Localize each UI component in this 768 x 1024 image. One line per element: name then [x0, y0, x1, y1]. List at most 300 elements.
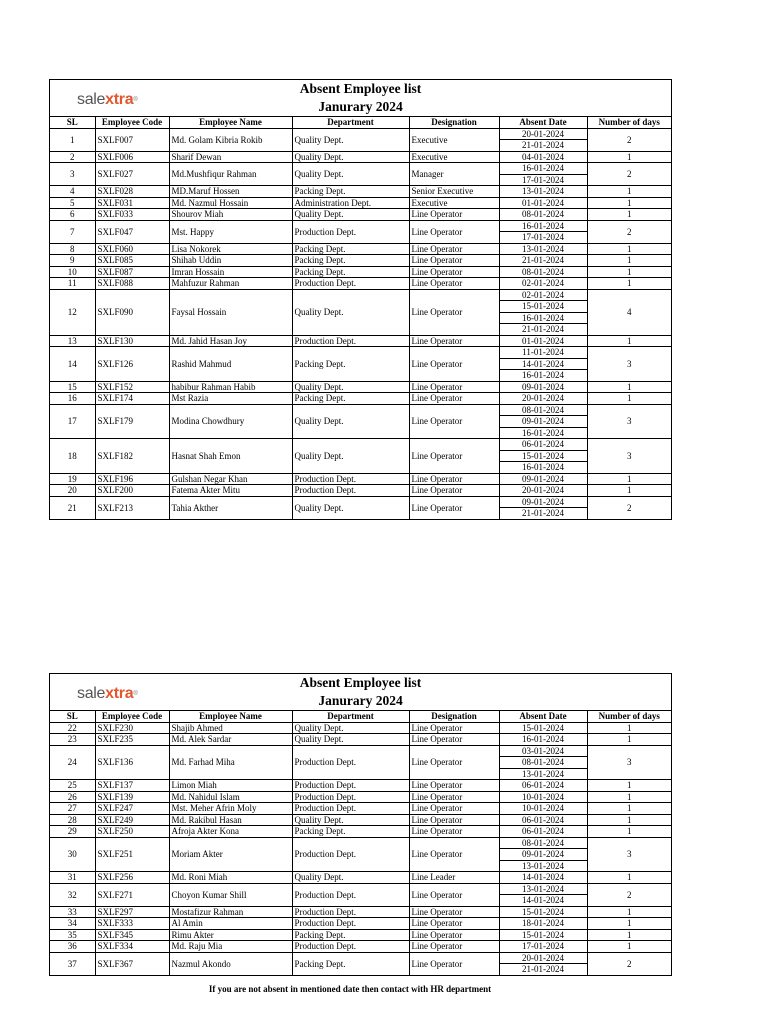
employee-code-cell: SXLF137	[95, 780, 169, 792]
department-cell: Quality Dept.	[292, 209, 409, 221]
absent-date: 08-01-2024	[522, 266, 564, 277]
number-of-days-cell: 2	[587, 496, 671, 519]
absent-date-cell	[499, 404, 587, 439]
absent-date: 17-01-2024	[499, 174, 587, 186]
designation-cell: Executive	[409, 197, 499, 209]
designation-cell: Line Operator	[409, 722, 499, 734]
department-cell: Quality Dept.	[292, 381, 409, 393]
employee-name-cell: MD.Maruf Hossen	[169, 186, 292, 198]
number-of-days-cell: 1	[587, 906, 671, 918]
absent-date: 20-01-2024	[522, 128, 564, 139]
table-row	[50, 220, 671, 243]
employee-code-cell: SXLF047	[95, 220, 169, 243]
table-row	[50, 404, 671, 439]
employee-code-cell: SXLF200	[95, 485, 169, 497]
column-header: Employee Name	[169, 117, 292, 128]
header-row	[50, 117, 671, 128]
serial-cell: 7	[50, 220, 95, 243]
table-row	[50, 473, 671, 485]
number-of-days-cell: 1	[587, 151, 671, 163]
absent-date: 11-01-2024	[522, 347, 564, 357]
absent-date: 13-01-2024	[522, 186, 564, 196]
table-row	[50, 734, 671, 746]
absent-date: 20-01-2024	[522, 952, 564, 963]
absent-date: 21-01-2024	[499, 507, 587, 519]
serial-cell: 8	[50, 243, 95, 255]
number-of-days-cell: 3	[587, 837, 671, 872]
absent-date-cell	[499, 381, 587, 393]
absent-date: 09-01-2024	[499, 415, 587, 427]
employee-code-cell: SXLF367	[95, 952, 169, 975]
number-of-days-cell: 1	[587, 722, 671, 734]
column-header: Employee Code	[95, 117, 169, 128]
absent-date: 02-01-2024	[522, 289, 564, 300]
employee-name-cell: Faysal Hossain	[169, 289, 292, 335]
absent-date: 08-01-2024	[522, 404, 564, 415]
absent-date: 09-01-2024	[522, 473, 564, 484]
serial-cell: 2	[50, 151, 95, 163]
table-row	[50, 335, 671, 347]
column-header: Absent Date	[499, 711, 587, 722]
absent-list-sheet-2	[49, 673, 672, 976]
absent-date-cell	[499, 197, 587, 209]
table-row	[50, 266, 671, 278]
table-row	[50, 439, 671, 474]
table-row	[50, 128, 671, 151]
department-cell: Production Dept.	[292, 941, 409, 953]
employee-code-cell: SXLF060	[95, 243, 169, 255]
employee-name-cell: Md. Farhad Miha	[169, 745, 292, 780]
employee-name-cell: Afroja Akter Kona	[169, 826, 292, 838]
sheet-title: Absent Employee list	[299, 675, 422, 690]
employee-code-cell: SXLF345	[95, 929, 169, 941]
department-cell: Production Dept.	[292, 883, 409, 906]
department-cell: Quality Dept.	[292, 404, 409, 439]
absent-date: 21-01-2024	[499, 323, 587, 335]
absent-date: 14-01-2024	[522, 872, 564, 882]
absent-date-cell	[499, 209, 587, 221]
designation-cell: Line Operator	[409, 780, 499, 792]
designation-cell: Line Operator	[409, 404, 499, 439]
absent-date-cell	[499, 952, 587, 975]
designation-cell: Executive	[409, 128, 499, 151]
designation-cell: Line Operator	[409, 803, 499, 815]
number-of-days-cell: 2	[587, 883, 671, 906]
number-of-days-cell: 2	[587, 220, 671, 243]
table-row	[50, 952, 671, 975]
designation-cell: Line Operator	[409, 347, 499, 382]
designation-cell: Line Operator	[409, 220, 499, 243]
absent-date: 13-01-2024	[499, 768, 587, 780]
employee-code-cell: SXLF088	[95, 278, 169, 290]
table-row	[50, 496, 671, 519]
number-of-days-cell: 1	[587, 393, 671, 405]
employee-name-cell: Rimu Akter	[169, 929, 292, 941]
designation-cell: Line Operator	[409, 952, 499, 975]
table-row	[50, 278, 671, 290]
table-row	[50, 393, 671, 405]
designation-cell: Senior Executive	[409, 186, 499, 198]
department-cell: Production Dept.	[292, 791, 409, 803]
serial-cell: 1	[50, 128, 95, 151]
absent-date: 15-01-2024	[522, 929, 564, 940]
absent-date: 13-01-2024	[522, 243, 564, 254]
absent-date: 15-01-2024	[522, 722, 564, 733]
table-row	[50, 941, 671, 953]
designation-cell: Line Operator	[409, 837, 499, 872]
hr-contact-note: If you are not absent in mentioned date then contact with HR department	[208, 984, 492, 994]
absent-date: 06-01-2024	[522, 780, 564, 790]
employee-code-cell: SXLF087	[95, 266, 169, 278]
sheet-subtitle: Janurary 2024	[318, 99, 403, 114]
absent-date: 13-01-2024	[499, 860, 587, 872]
absent-table	[50, 117, 671, 519]
employee-name-cell: Shihab Uddin	[169, 255, 292, 267]
salextra-logo: salextra®	[77, 685, 138, 702]
employee-code-cell: SXLF126	[95, 347, 169, 382]
serial-cell: 33	[50, 906, 95, 918]
serial-cell: 3	[50, 163, 95, 186]
absent-date: 09-01-2024	[522, 496, 564, 507]
table-row	[50, 197, 671, 209]
number-of-days-cell: 1	[587, 485, 671, 497]
table-row	[50, 906, 671, 918]
designation-cell: Line Operator	[409, 745, 499, 780]
employee-code-cell: SXLF247	[95, 803, 169, 815]
employee-name-cell: Lisa Nokorek	[169, 243, 292, 255]
absent-date-cell	[499, 734, 587, 746]
number-of-days-cell: 1	[587, 255, 671, 267]
absent-date-cell	[499, 266, 587, 278]
employee-code-cell: SXLF028	[95, 186, 169, 198]
department-cell: Quality Dept.	[292, 289, 409, 335]
department-cell: Quality Dept.	[292, 872, 409, 884]
number-of-days-cell: 1	[587, 791, 671, 803]
absent-date-cell	[499, 745, 587, 780]
serial-cell: 9	[50, 255, 95, 267]
absent-date-cell	[499, 929, 587, 941]
table-row	[50, 209, 671, 221]
employee-name-cell: Choyon Kumar Shill	[169, 883, 292, 906]
absent-date-cell	[499, 289, 587, 335]
employee-name-cell: Md. Rakibul Hasan	[169, 814, 292, 826]
employee-name-cell: Shajib Ahmed	[169, 722, 292, 734]
designation-cell: Line Operator	[409, 393, 499, 405]
absent-date: 08-01-2024	[522, 837, 564, 848]
employee-code-cell: SXLF006	[95, 151, 169, 163]
department-cell: Production Dept.	[292, 485, 409, 497]
serial-cell: 24	[50, 745, 95, 780]
number-of-days-cell: 1	[587, 826, 671, 838]
serial-cell: 37	[50, 952, 95, 975]
employee-name-cell: Md. Golam Kibria Rokib	[169, 128, 292, 151]
employee-code-cell: SXLF090	[95, 289, 169, 335]
employee-name-cell: Mahfuzur Rahman	[169, 278, 292, 290]
designation-cell: Line Operator	[409, 209, 499, 221]
absent-date-cell	[499, 803, 587, 815]
absent-list-sheet-1	[49, 79, 672, 520]
table-row	[50, 872, 671, 884]
table-row	[50, 186, 671, 198]
table-row	[50, 826, 671, 838]
absent-date-cell	[499, 163, 587, 186]
employee-name-cell: Gulshan Negar Khan	[169, 473, 292, 485]
salextra-logo: salextra®	[77, 91, 138, 108]
absent-date-cell	[499, 496, 587, 519]
absent-date-cell	[499, 278, 587, 290]
absent-date: 01-01-2024	[522, 335, 564, 346]
employee-name-cell: Shourov Miah	[169, 209, 292, 221]
number-of-days-cell: 1	[587, 197, 671, 209]
employee-code-cell: SXLF271	[95, 883, 169, 906]
department-cell: Production Dept.	[292, 278, 409, 290]
absent-date: 16-01-2024	[499, 461, 587, 473]
number-of-days-cell: 1	[587, 872, 671, 884]
serial-cell: 22	[50, 722, 95, 734]
department-cell: Packing Dept.	[292, 952, 409, 975]
designation-cell: Line Operator	[409, 266, 499, 278]
employee-code-cell: SXLF174	[95, 393, 169, 405]
department-cell: Packing Dept.	[292, 243, 409, 255]
employee-code-cell: SXLF085	[95, 255, 169, 267]
serial-cell: 35	[50, 929, 95, 941]
number-of-days-cell: 1	[587, 734, 671, 746]
absent-date: 16-01-2024	[499, 427, 587, 439]
table-row	[50, 151, 671, 163]
absent-date: 16-01-2024	[499, 312, 587, 324]
employee-name-cell: Mst. Happy	[169, 220, 292, 243]
designation-cell: Line Leader	[409, 872, 499, 884]
absent-date-cell	[499, 722, 587, 734]
table-row	[50, 347, 671, 382]
absent-date-cell	[499, 941, 587, 953]
table-row	[50, 255, 671, 267]
serial-cell: 16	[50, 393, 95, 405]
department-cell: Quality Dept.	[292, 734, 409, 746]
employee-name-cell: Mst Razia	[169, 393, 292, 405]
absent-date-cell	[499, 335, 587, 347]
number-of-days-cell: 1	[587, 929, 671, 941]
column-header: Employee Code	[95, 711, 169, 722]
department-cell: Production Dept.	[292, 803, 409, 815]
column-header: Designation	[409, 711, 499, 722]
number-of-days-cell: 1	[587, 266, 671, 278]
designation-cell: Line Operator	[409, 883, 499, 906]
column-header: Department	[292, 711, 409, 722]
absent-date-cell	[499, 814, 587, 826]
number-of-days-cell: 3	[587, 439, 671, 474]
absent-date-cell	[499, 255, 587, 267]
employee-name-cell: Mst. Meher Afrin Moly	[169, 803, 292, 815]
absent-date-cell	[499, 243, 587, 255]
department-cell: Production Dept.	[292, 918, 409, 930]
number-of-days-cell: 1	[587, 335, 671, 347]
employee-name-cell: Sharif Dewan	[169, 151, 292, 163]
employee-name-cell: Md. Raju Mia	[169, 941, 292, 953]
serial-cell: 20	[50, 485, 95, 497]
employee-code-cell: SXLF213	[95, 496, 169, 519]
designation-cell: Line Operator	[409, 734, 499, 746]
number-of-days-cell: 1	[587, 209, 671, 221]
employee-name-cell: Rashid Mahmud	[169, 347, 292, 382]
serial-cell: 29	[50, 826, 95, 838]
number-of-days-cell: 1	[587, 780, 671, 792]
absent-date: 21-01-2024	[499, 139, 587, 151]
employee-code-cell: SXLF297	[95, 906, 169, 918]
number-of-days-cell: 1	[587, 941, 671, 953]
department-cell: Production Dept.	[292, 837, 409, 872]
department-cell: Packing Dept.	[292, 929, 409, 941]
employee-name-cell: Limon Miah	[169, 780, 292, 792]
number-of-days-cell: 4	[587, 289, 671, 335]
absent-date-cell	[499, 186, 587, 198]
employee-name-cell: Mostafizur Rahman	[169, 906, 292, 918]
absent-date: 06-01-2024	[522, 814, 564, 825]
absent-date: 16-01-2024	[499, 369, 587, 381]
absent-date-cell	[499, 485, 587, 497]
table-row	[50, 837, 671, 872]
number-of-days-cell: 1	[587, 243, 671, 255]
serial-cell: 6	[50, 209, 95, 221]
serial-cell: 27	[50, 803, 95, 815]
serial-cell: 17	[50, 404, 95, 439]
absent-date: 17-01-2024	[522, 941, 564, 951]
sheet-subtitle: Janurary 2024	[318, 693, 403, 708]
number-of-days-cell: 1	[587, 814, 671, 826]
serial-cell: 11	[50, 278, 95, 290]
absent-date-cell	[499, 837, 587, 872]
designation-cell: Line Operator	[409, 255, 499, 267]
employee-name-cell: Md. Jahid Hasan Joy	[169, 335, 292, 347]
absent-date: 08-01-2024	[522, 209, 564, 219]
department-cell: Administration Dept.	[292, 197, 409, 209]
table-row	[50, 883, 671, 906]
table-row	[50, 243, 671, 255]
employee-code-cell: SXLF334	[95, 941, 169, 953]
number-of-days-cell: 1	[587, 186, 671, 198]
designation-cell: Line Operator	[409, 791, 499, 803]
designation-cell: Manager	[409, 163, 499, 186]
department-cell: Production Dept.	[292, 335, 409, 347]
employee-name-cell: Tahia Akther	[169, 496, 292, 519]
designation-cell: Line Operator	[409, 335, 499, 347]
employee-name-cell: Moriam Akter	[169, 837, 292, 872]
table-row	[50, 918, 671, 930]
department-cell: Packing Dept.	[292, 186, 409, 198]
employee-name-cell: Nazmul Akondo	[169, 952, 292, 975]
employee-code-cell: SXLF235	[95, 734, 169, 746]
absent-date: 06-01-2024	[522, 439, 564, 449]
absent-date-cell	[499, 128, 587, 151]
department-cell: Packing Dept.	[292, 266, 409, 278]
employee-code-cell: SXLF250	[95, 826, 169, 838]
absent-date-cell	[499, 151, 587, 163]
serial-cell: 32	[50, 883, 95, 906]
employee-code-cell: SXLF027	[95, 163, 169, 186]
number-of-days-cell: 2	[587, 163, 671, 186]
absent-date-cell	[499, 347, 587, 382]
serial-cell: 13	[50, 335, 95, 347]
absent-date: 08-01-2024	[499, 756, 587, 768]
employee-code-cell: SXLF130	[95, 335, 169, 347]
serial-cell: 28	[50, 814, 95, 826]
designation-cell: Executive	[409, 151, 499, 163]
absent-table	[50, 711, 671, 975]
number-of-days-cell: 1	[587, 381, 671, 393]
serial-cell: 30	[50, 837, 95, 872]
number-of-days-cell: 2	[587, 128, 671, 151]
employee-name-cell: habibur Rahman Habib	[169, 381, 292, 393]
department-cell: Production Dept.	[292, 780, 409, 792]
designation-cell: Line Operator	[409, 289, 499, 335]
absent-date: 10-01-2024	[522, 791, 564, 802]
absent-date: 10-01-2024	[522, 803, 564, 813]
header-row	[50, 711, 671, 722]
table-row	[50, 929, 671, 941]
employee-name-cell: Md.Mushfiqur Rahman	[169, 163, 292, 186]
table-row	[50, 791, 671, 803]
serial-cell: 12	[50, 289, 95, 335]
serial-cell: 36	[50, 941, 95, 953]
department-cell: Packing Dept.	[292, 347, 409, 382]
absent-date: 04-01-2024	[522, 151, 564, 162]
department-cell: Quality Dept.	[292, 722, 409, 734]
employee-code-cell: SXLF249	[95, 814, 169, 826]
designation-cell: Line Operator	[409, 906, 499, 918]
department-cell: Production Dept.	[292, 220, 409, 243]
table-row	[50, 381, 671, 393]
absent-date: 16-01-2024	[522, 220, 564, 231]
department-cell: Packing Dept.	[292, 255, 409, 267]
employee-code-cell: SXLF136	[95, 745, 169, 780]
serial-cell: 19	[50, 473, 95, 485]
designation-cell: Line Operator	[409, 278, 499, 290]
absent-date: 02-01-2024	[522, 278, 564, 288]
department-cell: Quality Dept.	[292, 128, 409, 151]
column-header: Absent Date	[499, 117, 587, 128]
designation-cell: Line Operator	[409, 814, 499, 826]
absent-date-cell	[499, 826, 587, 838]
absent-date: 01-01-2024	[522, 197, 564, 208]
absent-date: 17-01-2024	[499, 231, 587, 243]
designation-cell: Line Operator	[409, 485, 499, 497]
column-header: Number of days	[587, 117, 671, 128]
column-header: Number of days	[587, 711, 671, 722]
column-header: Department	[292, 117, 409, 128]
table-row	[50, 803, 671, 815]
designation-cell: Line Operator	[409, 473, 499, 485]
serial-cell: 15	[50, 381, 95, 393]
employee-code-cell: SXLF230	[95, 722, 169, 734]
table-row	[50, 163, 671, 186]
absent-date: 06-01-2024	[522, 826, 564, 836]
column-header: SL	[50, 117, 95, 128]
serial-cell: 21	[50, 496, 95, 519]
absent-date: 21-01-2024	[499, 963, 587, 975]
absent-date-cell	[499, 780, 587, 792]
department-cell: Quality Dept.	[292, 496, 409, 519]
number-of-days-cell: 1	[587, 473, 671, 485]
department-cell: Packing Dept.	[292, 393, 409, 405]
absent-date-cell	[499, 220, 587, 243]
serial-cell: 10	[50, 266, 95, 278]
employee-code-cell: SXLF031	[95, 197, 169, 209]
serial-cell: 26	[50, 791, 95, 803]
department-cell: Quality Dept.	[292, 163, 409, 186]
department-cell: Quality Dept.	[292, 814, 409, 826]
absent-date: 14-01-2024	[499, 894, 587, 906]
employee-name-cell: Md. Nazmul Hossain	[169, 197, 292, 209]
